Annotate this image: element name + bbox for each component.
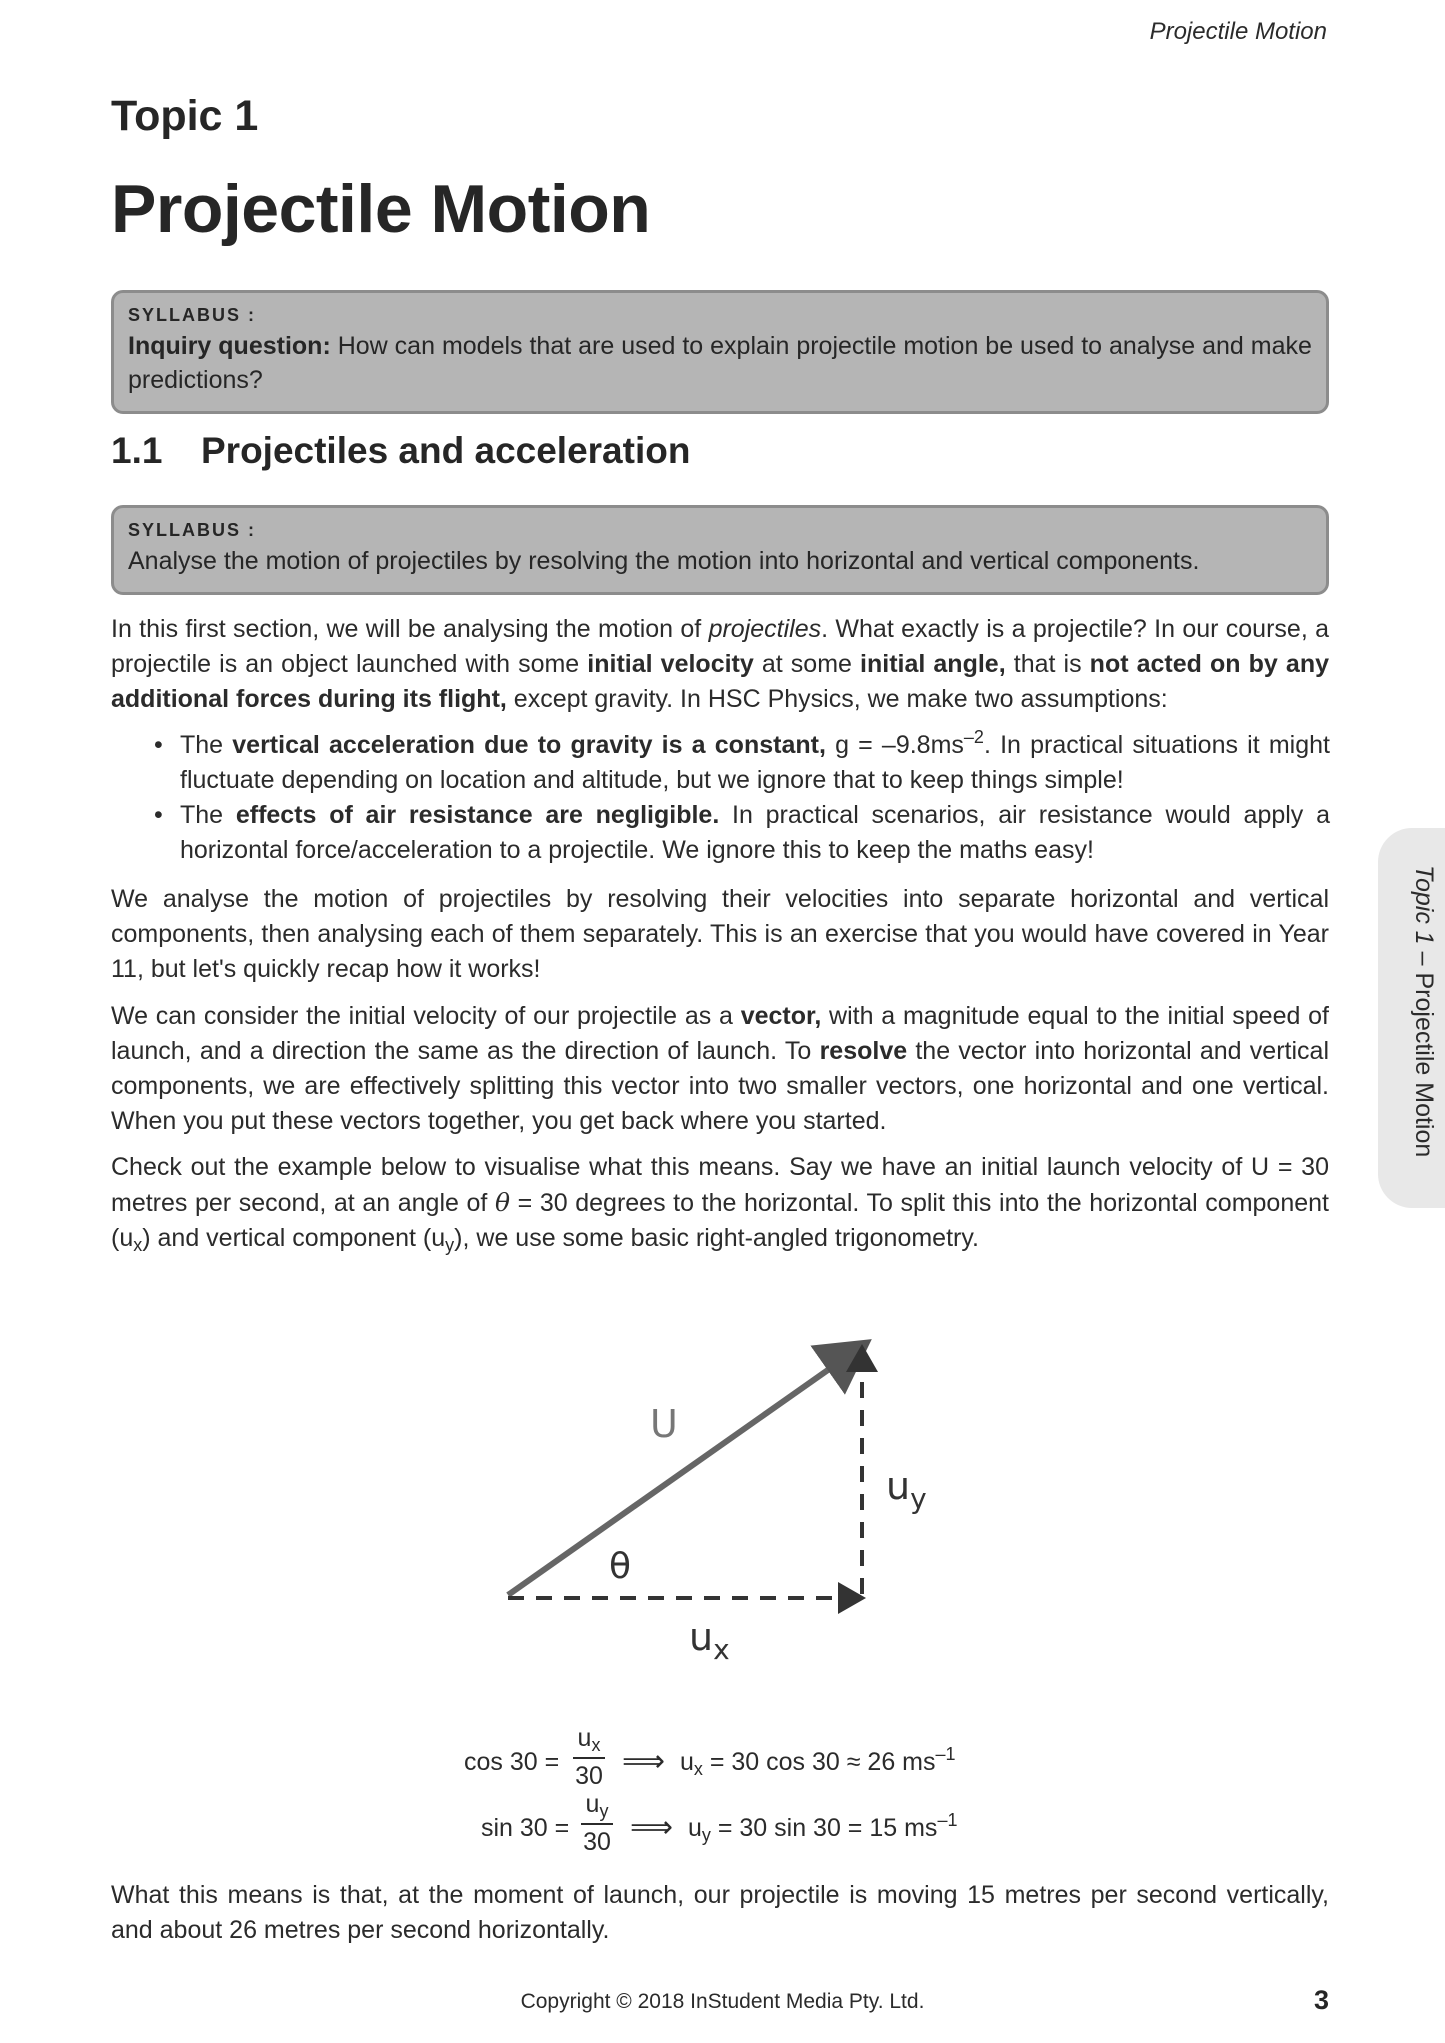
syllabus-text: Analyse the motion of projectiles by resolving the motion into horizontal and vertical components. [128, 547, 1200, 575]
side-tab-label [1409, 865, 1438, 1157]
text-run-bold: vertical acceleration due to gravity is a constant, [232, 731, 826, 759]
text-run: Check out the example below to visualise what this means. Say we have an initial launch velocity of U = 30 metres per second, at an angle of [111, 1153, 1329, 1217]
text-run: at some [753, 650, 861, 678]
rhs-u: u [688, 1814, 702, 1842]
inquiry-question: How can models that are used to explain projectile motion be used to analyse and make predictions? [128, 332, 1312, 394]
implies-arrow: ⟹ [630, 1811, 674, 1844]
section-number: 1.1 [111, 430, 163, 471]
label-sub-x: x [713, 1633, 730, 1666]
text-run-bold: effects of air resistance are negligible. [235, 801, 720, 829]
eq1-lhs: cos 30 = [464, 1748, 560, 1776]
text-run: The [180, 801, 236, 829]
frac-u: u [585, 1790, 600, 1818]
eq2-lhs: sin 30 = [481, 1814, 570, 1842]
text-run: We can consider the initial velocity of our projectile as a [111, 1002, 741, 1030]
syllabus-heading: SYLLABUS : [128, 520, 256, 540]
text-run: In this first section, we will be analysing the motion of [111, 615, 709, 643]
text-run: The [180, 731, 233, 759]
frac-u: u [577, 1724, 592, 1752]
bullet-marker: • [154, 801, 163, 829]
text-run: ), we use some basic right-angled trigonometry. [454, 1224, 979, 1252]
subscript: y [445, 1235, 455, 1255]
text-run: except gravity. In HSC Physics, we make two assumptions: [506, 685, 1168, 713]
text-run: In practical scenarios, air resistance would apply a horizontal force/acceleration to a projectile. We ignore this to keep the maths easy! [180, 801, 1330, 864]
eq2-denominator: 30 [583, 1828, 611, 1856]
rhs-text: = 30 cos 30 ≈ 26 ms [702, 1748, 936, 1776]
text-run: g = –9.8ms [825, 731, 964, 759]
rhs-u: u [680, 1748, 694, 1776]
paragraph-resolve: We analyse the motion of projectiles by resolving their velocities into separate horizontal and vertical components, then analysing each of them separately. This is an exercise that you would have covered in Year 11, but let's quickly recap how it works! [111, 885, 1329, 983]
text-run-bold: initial velocity [587, 650, 754, 678]
subscript: x [693, 1759, 703, 1779]
syllabus-heading: SYLLABUS : [128, 305, 256, 325]
subscript: y [599, 1801, 609, 1821]
superscript: –1 [937, 1810, 958, 1830]
text-run: that is [1005, 650, 1090, 678]
text-run: with a magnitude equal to the initial speed of launch, and a direction the same as the direction of launch. To [111, 1002, 1329, 1065]
superscript: –1 [935, 1744, 956, 1764]
superscript: –2 [963, 727, 984, 747]
eq1-denominator: 30 [575, 1762, 603, 1790]
side-tab-title: Projectile Motion [1410, 972, 1438, 1158]
bullet-marker: • [154, 731, 163, 759]
topic-label: Topic 1 [111, 92, 259, 140]
label-theta: θ [609, 1546, 632, 1587]
text-run-bold: initial angle, [860, 650, 1006, 678]
text-run-italic: projectiles [708, 615, 822, 643]
label-uy [886, 1464, 927, 1515]
running-head: Projectile Motion [1149, 18, 1327, 45]
label-U: U [650, 1402, 678, 1446]
inquiry-label: Inquiry question: [128, 332, 331, 360]
text-run: the vector into horizontal and vertical components, we are effectively splitting this vector into two smaller vectors, one horizontal and one vertical. When you put these vectors together, you get back where you started. [111, 1037, 1329, 1135]
text-run: . What exactly is a projectile? In our course, a projectile is an object launched with some [111, 615, 1329, 678]
text-run: . In practical situations it might fluctuate depending on location and altitude, but we ignore that to keep things simple! [180, 731, 1330, 794]
velocity-vector-U [508, 1346, 862, 1595]
section-title: Projectiles and acceleration [201, 430, 691, 471]
paragraph-conclusion: What this means is that, at the moment of launch, our projectile is moving 15 metres per second vertically, and about 26 metres per second horizontally. [111, 1881, 1329, 1944]
text-run: ) and vertical component (u [142, 1224, 446, 1252]
page-number: 3 [1313, 1985, 1329, 2015]
text-run-bold: vector, [740, 1002, 822, 1030]
chapter-title: Projectile Motion [111, 171, 651, 247]
text-run-bold: not acted on by any additional forces during its flight, [111, 650, 1329, 713]
theta-symbol: θ [494, 1188, 511, 1217]
label-u: u [886, 1464, 911, 1508]
label-sub-y: y [910, 1482, 927, 1515]
side-tab-dash: – [1410, 944, 1438, 973]
subscript: x [591, 1735, 601, 1755]
subscript: x [133, 1235, 143, 1255]
rhs-text: = 30 sin 30 = 15 ms [710, 1814, 938, 1842]
text-run: = 30 degrees to the horizontal. To split this into the horizontal component (u [111, 1189, 1329, 1252]
implies-arrow: ⟹ [622, 1745, 666, 1778]
subscript: y [701, 1825, 711, 1845]
text-run-bold: resolve [819, 1037, 908, 1065]
side-tab-topic: Topic 1 [1410, 865, 1438, 945]
label-ux [689, 1615, 730, 1666]
label-u: u [689, 1615, 714, 1659]
footer-copyright: Copyright © 2018 InStudent Media Pty. Ltd. [520, 1990, 925, 2013]
